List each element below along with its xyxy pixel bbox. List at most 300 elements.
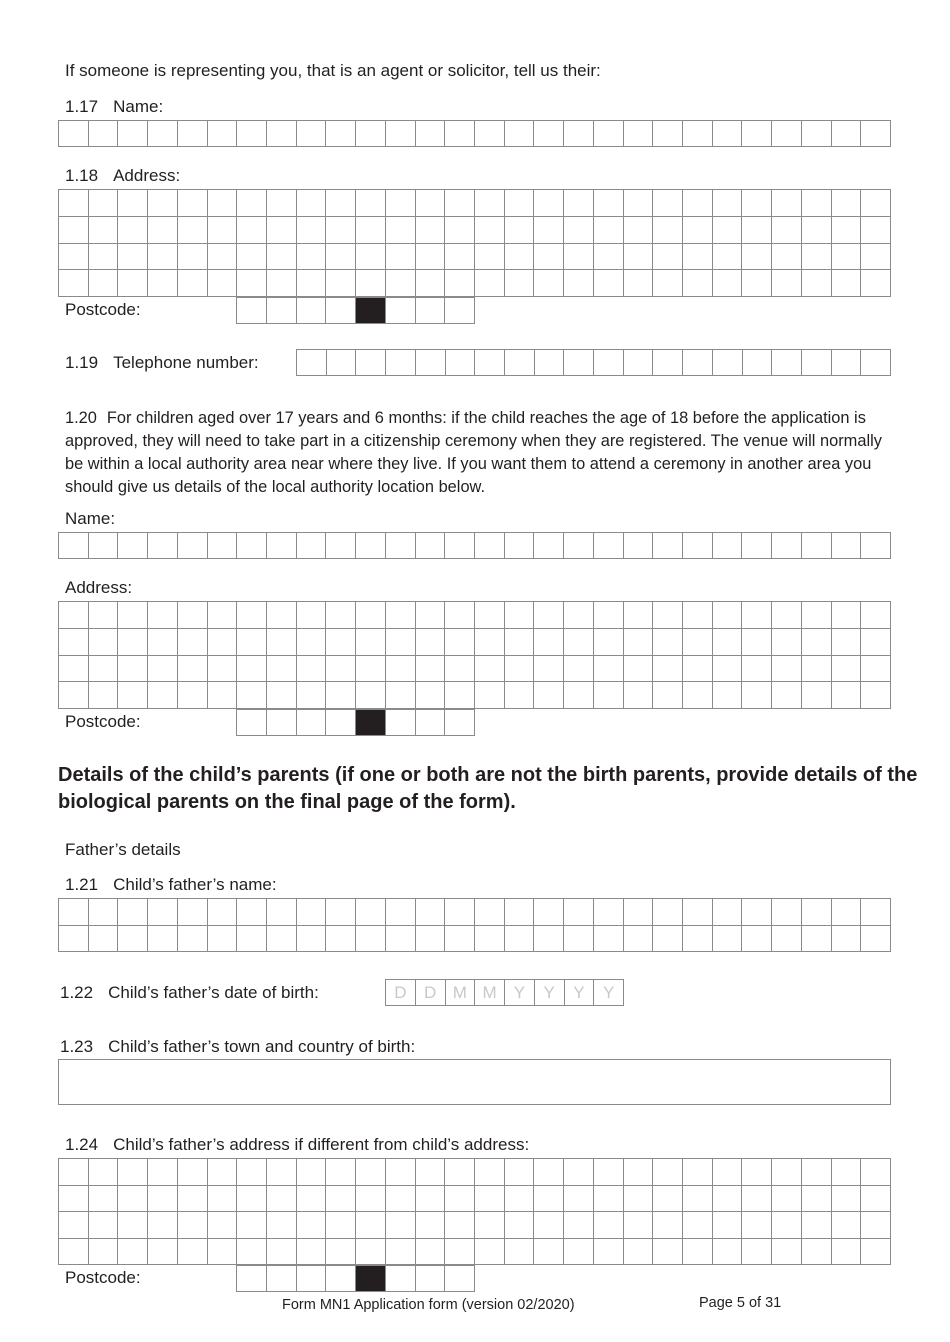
character-box[interactable]	[564, 270, 594, 297]
character-box[interactable]	[416, 270, 446, 297]
character-box[interactable]	[178, 602, 208, 629]
character-box[interactable]	[386, 1186, 416, 1213]
character-box[interactable]	[742, 602, 772, 629]
character-box[interactable]	[237, 217, 267, 244]
character-box[interactable]	[208, 1239, 238, 1266]
character-box[interactable]	[772, 190, 802, 217]
character-box[interactable]	[653, 121, 683, 147]
character-box[interactable]	[683, 1186, 713, 1213]
character-box[interactable]	[832, 682, 862, 709]
character-box[interactable]	[59, 682, 89, 709]
character-box[interactable]	[594, 121, 624, 147]
character-box[interactable]	[772, 1212, 802, 1239]
character-box[interactable]	[802, 682, 832, 709]
character-box[interactable]	[267, 1239, 297, 1266]
character-box[interactable]	[89, 1159, 119, 1186]
character-box[interactable]	[683, 682, 713, 709]
character-box[interactable]	[683, 244, 713, 271]
character-box[interactable]	[297, 926, 327, 953]
character-box[interactable]	[772, 350, 802, 376]
character-box[interactable]	[208, 1159, 238, 1186]
character-box[interactable]	[624, 121, 654, 147]
character-box[interactable]	[713, 899, 743, 926]
ceremony-address-field[interactable]	[58, 601, 891, 709]
character-box[interactable]	[267, 710, 297, 736]
character-box[interactable]	[713, 926, 743, 953]
character-box[interactable]	[653, 899, 683, 926]
character-box[interactable]	[416, 1186, 446, 1213]
character-box[interactable]	[356, 121, 386, 147]
character-box[interactable]	[445, 1239, 475, 1266]
character-box[interactable]	[148, 1186, 178, 1213]
character-box[interactable]	[297, 298, 327, 324]
character-box[interactable]	[118, 121, 148, 147]
character-box[interactable]	[148, 602, 178, 629]
character-box[interactable]	[59, 656, 89, 683]
character-box[interactable]	[802, 602, 832, 629]
character-box[interactable]	[178, 121, 208, 147]
dob-year-digit[interactable]: Y	[594, 980, 624, 1006]
character-box[interactable]	[802, 1159, 832, 1186]
character-box[interactable]	[772, 244, 802, 271]
character-box[interactable]	[148, 1239, 178, 1266]
character-box[interactable]	[118, 1159, 148, 1186]
character-box[interactable]	[118, 190, 148, 217]
character-box[interactable]	[742, 121, 772, 147]
character-box[interactable]	[683, 1159, 713, 1186]
character-box[interactable]	[356, 1212, 386, 1239]
character-box[interactable]	[208, 244, 238, 271]
character-box[interactable]	[653, 190, 683, 217]
character-box[interactable]	[445, 1159, 475, 1186]
character-box[interactable]	[267, 682, 297, 709]
character-box[interactable]	[683, 602, 713, 629]
character-box[interactable]	[772, 1186, 802, 1213]
character-box[interactable]	[624, 217, 654, 244]
character-box[interactable]	[326, 629, 356, 656]
character-box[interactable]	[683, 270, 713, 297]
dob-year-digit[interactable]: Y	[505, 980, 535, 1006]
character-box[interactable]	[416, 899, 446, 926]
character-box[interactable]	[742, 190, 772, 217]
character-box[interactable]	[713, 602, 743, 629]
character-box[interactable]	[326, 533, 356, 559]
character-box[interactable]	[59, 629, 89, 656]
character-box[interactable]	[297, 533, 327, 559]
character-box[interactable]	[237, 533, 267, 559]
character-box[interactable]	[832, 270, 862, 297]
character-box[interactable]	[386, 1159, 416, 1186]
character-box[interactable]	[653, 1239, 683, 1266]
character-box[interactable]	[416, 629, 446, 656]
character-box[interactable]	[445, 270, 475, 297]
agent-name-field[interactable]	[58, 120, 891, 147]
character-box[interactable]	[297, 121, 327, 147]
character-box[interactable]	[59, 190, 89, 217]
character-box[interactable]	[802, 533, 832, 559]
character-box[interactable]	[505, 602, 535, 629]
character-box[interactable]	[386, 121, 416, 147]
character-box[interactable]	[386, 190, 416, 217]
dob-year-digit[interactable]: Y	[535, 980, 565, 1006]
character-box[interactable]	[534, 1212, 564, 1239]
character-box[interactable]	[624, 656, 654, 683]
character-box[interactable]	[237, 1212, 267, 1239]
character-box[interactable]	[386, 1212, 416, 1239]
character-box[interactable]	[326, 1212, 356, 1239]
character-box[interactable]	[832, 217, 862, 244]
character-box[interactable]	[148, 899, 178, 926]
character-box[interactable]	[297, 710, 327, 736]
character-box[interactable]	[118, 1239, 148, 1266]
father-dob-field[interactable]	[385, 979, 624, 1006]
dob-day-digit[interactable]: D	[386, 980, 416, 1006]
character-box[interactable]	[475, 629, 505, 656]
character-box[interactable]	[178, 926, 208, 953]
character-box[interactable]	[208, 190, 238, 217]
character-box[interactable]	[624, 629, 654, 656]
character-box[interactable]	[89, 899, 119, 926]
character-box[interactable]	[148, 926, 178, 953]
character-box[interactable]	[624, 244, 654, 271]
character-box[interactable]	[713, 190, 743, 217]
character-box[interactable]	[178, 1239, 208, 1266]
character-box[interactable]	[118, 899, 148, 926]
character-box[interactable]	[772, 656, 802, 683]
character-box[interactable]	[534, 217, 564, 244]
character-box[interactable]	[267, 1186, 297, 1213]
character-box[interactable]	[445, 926, 475, 953]
character-box[interactable]	[861, 1239, 891, 1266]
character-box[interactable]	[832, 190, 862, 217]
character-box[interactable]	[564, 533, 594, 559]
character-box[interactable]	[89, 533, 119, 559]
character-box[interactable]	[861, 350, 891, 376]
character-box[interactable]	[713, 1239, 743, 1266]
character-box[interactable]	[148, 270, 178, 297]
character-box[interactable]	[118, 629, 148, 656]
character-box[interactable]	[148, 217, 178, 244]
character-box[interactable]	[356, 270, 386, 297]
character-box[interactable]	[118, 1186, 148, 1213]
character-box[interactable]	[832, 1239, 862, 1266]
character-box[interactable]	[178, 629, 208, 656]
character-box[interactable]	[624, 926, 654, 953]
character-box[interactable]	[564, 350, 594, 376]
character-box[interactable]	[475, 217, 505, 244]
father-address-field[interactable]	[58, 1158, 891, 1265]
character-box[interactable]	[802, 121, 832, 147]
character-box[interactable]	[297, 1159, 327, 1186]
character-box[interactable]	[534, 656, 564, 683]
character-box[interactable]	[564, 629, 594, 656]
character-box[interactable]	[594, 1159, 624, 1186]
character-box[interactable]	[742, 217, 772, 244]
character-box[interactable]	[742, 682, 772, 709]
character-box[interactable]	[653, 682, 683, 709]
character-box[interactable]	[564, 1186, 594, 1213]
father-birthplace-field[interactable]	[58, 1059, 891, 1105]
character-box[interactable]	[564, 217, 594, 244]
character-box[interactable]	[386, 533, 416, 559]
character-box[interactable]	[445, 629, 475, 656]
character-box[interactable]	[237, 926, 267, 953]
character-box[interactable]	[861, 926, 891, 953]
character-box[interactable]	[742, 629, 772, 656]
character-box[interactable]	[59, 1239, 89, 1266]
character-box[interactable]	[267, 1266, 297, 1292]
character-box[interactable]	[742, 899, 772, 926]
character-box[interactable]	[208, 121, 238, 147]
character-box[interactable]	[861, 656, 891, 683]
character-box[interactable]	[832, 926, 862, 953]
character-box[interactable]	[386, 244, 416, 271]
character-box[interactable]	[802, 244, 832, 271]
character-box[interactable]	[445, 899, 475, 926]
character-box[interactable]	[594, 629, 624, 656]
character-box[interactable]	[624, 190, 654, 217]
character-box[interactable]	[475, 656, 505, 683]
character-box[interactable]	[445, 298, 475, 324]
character-box[interactable]	[713, 270, 743, 297]
character-box[interactable]	[653, 1159, 683, 1186]
character-box[interactable]	[534, 244, 564, 271]
character-box[interactable]	[594, 1239, 624, 1266]
character-box[interactable]	[742, 656, 772, 683]
character-box[interactable]	[267, 270, 297, 297]
character-box[interactable]	[535, 350, 565, 376]
character-box[interactable]	[386, 270, 416, 297]
character-box[interactable]	[713, 1186, 743, 1213]
character-box[interactable]	[148, 121, 178, 147]
character-box[interactable]	[237, 121, 267, 147]
character-box[interactable]	[89, 682, 119, 709]
character-box[interactable]	[624, 1239, 654, 1266]
character-box[interactable]	[386, 602, 416, 629]
character-box[interactable]	[772, 270, 802, 297]
character-box[interactable]	[118, 602, 148, 629]
character-box[interactable]	[237, 629, 267, 656]
character-box[interactable]	[861, 121, 891, 147]
character-box[interactable]	[178, 1186, 208, 1213]
character-box[interactable]	[59, 1159, 89, 1186]
character-box[interactable]	[802, 1212, 832, 1239]
character-box[interactable]	[802, 629, 832, 656]
character-box[interactable]	[475, 1239, 505, 1266]
character-box[interactable]	[386, 217, 416, 244]
character-box[interactable]	[713, 244, 743, 271]
character-box[interactable]	[59, 1186, 89, 1213]
character-box[interactable]	[356, 1186, 386, 1213]
character-box[interactable]	[683, 629, 713, 656]
character-box[interactable]	[89, 121, 119, 147]
character-box[interactable]	[861, 1186, 891, 1213]
character-box[interactable]	[742, 270, 772, 297]
character-box[interactable]	[118, 682, 148, 709]
character-box[interactable]	[534, 190, 564, 217]
character-box[interactable]	[534, 1159, 564, 1186]
character-box[interactable]	[118, 270, 148, 297]
character-box[interactable]	[505, 1186, 535, 1213]
character-box[interactable]	[802, 926, 832, 953]
character-box[interactable]	[326, 1159, 356, 1186]
character-box[interactable]	[505, 1212, 535, 1239]
character-box[interactable]	[772, 926, 802, 953]
character-box[interactable]	[356, 629, 386, 656]
character-box[interactable]	[178, 682, 208, 709]
character-box[interactable]	[772, 1239, 802, 1266]
character-box[interactable]	[564, 1159, 594, 1186]
character-box[interactable]	[861, 1212, 891, 1239]
character-box[interactable]	[832, 244, 862, 271]
character-box[interactable]	[832, 656, 862, 683]
character-box[interactable]	[416, 1239, 446, 1266]
character-box[interactable]	[326, 298, 356, 324]
character-box[interactable]	[683, 121, 713, 147]
character-box[interactable]	[534, 121, 564, 147]
character-box[interactable]	[356, 350, 386, 376]
character-box[interactable]	[326, 121, 356, 147]
character-box[interactable]	[713, 656, 743, 683]
character-box[interactable]	[386, 1266, 416, 1292]
character-box[interactable]	[832, 1212, 862, 1239]
character-box[interactable]	[237, 899, 267, 926]
character-box[interactable]	[89, 1186, 119, 1213]
character-box[interactable]	[742, 926, 772, 953]
character-box[interactable]	[594, 350, 624, 376]
character-box[interactable]	[237, 602, 267, 629]
dob-month-digit[interactable]: M	[475, 980, 505, 1006]
character-box[interactable]	[594, 656, 624, 683]
ceremony-name-field[interactable]	[58, 532, 891, 559]
character-box[interactable]	[832, 602, 862, 629]
character-box[interactable]	[297, 1186, 327, 1213]
character-box[interactable]	[624, 899, 654, 926]
character-box[interactable]	[297, 629, 327, 656]
character-box[interactable]	[386, 629, 416, 656]
character-box[interactable]	[148, 190, 178, 217]
character-box[interactable]	[802, 1239, 832, 1266]
character-box[interactable]	[713, 682, 743, 709]
character-box[interactable]	[475, 190, 505, 217]
character-box[interactable]	[594, 217, 624, 244]
character-box[interactable]	[267, 1159, 297, 1186]
character-box[interactable]	[505, 190, 535, 217]
character-box[interactable]	[208, 533, 238, 559]
character-box[interactable]	[178, 244, 208, 271]
character-box[interactable]	[772, 682, 802, 709]
character-box[interactable]	[564, 244, 594, 271]
character-box[interactable]	[59, 533, 89, 559]
character-box[interactable]	[386, 926, 416, 953]
character-box[interactable]	[594, 926, 624, 953]
character-box[interactable]	[653, 350, 683, 376]
character-box[interactable]	[861, 602, 891, 629]
character-box[interactable]	[59, 602, 89, 629]
father-name-field[interactable]	[58, 898, 891, 952]
character-box[interactable]	[445, 190, 475, 217]
character-box[interactable]	[683, 926, 713, 953]
character-box[interactable]	[534, 899, 564, 926]
character-box[interactable]	[772, 121, 802, 147]
character-box[interactable]	[534, 270, 564, 297]
character-box[interactable]	[386, 1239, 416, 1266]
character-box[interactable]	[118, 217, 148, 244]
character-box[interactable]	[832, 533, 862, 559]
character-box[interactable]	[653, 533, 683, 559]
character-box[interactable]	[564, 602, 594, 629]
character-box[interactable]	[237, 190, 267, 217]
character-box[interactable]	[564, 682, 594, 709]
character-box[interactable]	[59, 244, 89, 271]
character-box[interactable]	[832, 629, 862, 656]
character-box[interactable]	[89, 244, 119, 271]
character-box[interactable]	[237, 1186, 267, 1213]
character-box[interactable]	[594, 602, 624, 629]
character-box[interactable]	[297, 682, 327, 709]
character-box[interactable]	[475, 1186, 505, 1213]
character-box[interactable]	[505, 682, 535, 709]
character-box[interactable]	[267, 656, 297, 683]
character-box[interactable]	[208, 682, 238, 709]
character-box[interactable]	[861, 899, 891, 926]
character-box[interactable]	[237, 298, 267, 324]
character-box[interactable]	[59, 121, 89, 147]
character-box[interactable]	[742, 244, 772, 271]
character-box[interactable]	[772, 533, 802, 559]
character-box[interactable]	[89, 1239, 119, 1266]
character-box[interactable]	[742, 1186, 772, 1213]
character-box[interactable]	[802, 217, 832, 244]
character-box[interactable]	[356, 190, 386, 217]
agent-telephone-field[interactable]	[296, 349, 891, 376]
character-box[interactable]	[208, 270, 238, 297]
character-box[interactable]	[208, 602, 238, 629]
character-box[interactable]	[505, 656, 535, 683]
character-box[interactable]	[445, 217, 475, 244]
character-box[interactable]	[297, 1212, 327, 1239]
character-box[interactable]	[445, 682, 475, 709]
character-box[interactable]	[445, 710, 475, 736]
character-box[interactable]	[475, 244, 505, 271]
character-box[interactable]	[683, 190, 713, 217]
character-box[interactable]	[653, 1212, 683, 1239]
character-box[interactable]	[653, 656, 683, 683]
character-box[interactable]	[683, 533, 713, 559]
character-box[interactable]	[416, 710, 446, 736]
dob-month-digit[interactable]: M	[446, 980, 476, 1006]
character-box[interactable]	[653, 602, 683, 629]
character-box[interactable]	[237, 1266, 267, 1292]
character-box[interactable]	[713, 533, 743, 559]
character-box[interactable]	[148, 629, 178, 656]
character-box[interactable]	[832, 1186, 862, 1213]
character-box[interactable]	[802, 899, 832, 926]
character-box[interactable]	[742, 533, 772, 559]
character-box[interactable]	[802, 270, 832, 297]
character-box[interactable]	[208, 926, 238, 953]
character-box[interactable]	[713, 350, 743, 376]
character-box[interactable]	[564, 190, 594, 217]
character-box[interactable]	[683, 899, 713, 926]
character-box[interactable]	[297, 244, 327, 271]
character-box[interactable]	[237, 682, 267, 709]
character-box[interactable]	[416, 656, 446, 683]
character-box[interactable]	[326, 602, 356, 629]
character-box[interactable]	[148, 1159, 178, 1186]
character-box[interactable]	[356, 926, 386, 953]
character-box[interactable]	[297, 350, 327, 376]
